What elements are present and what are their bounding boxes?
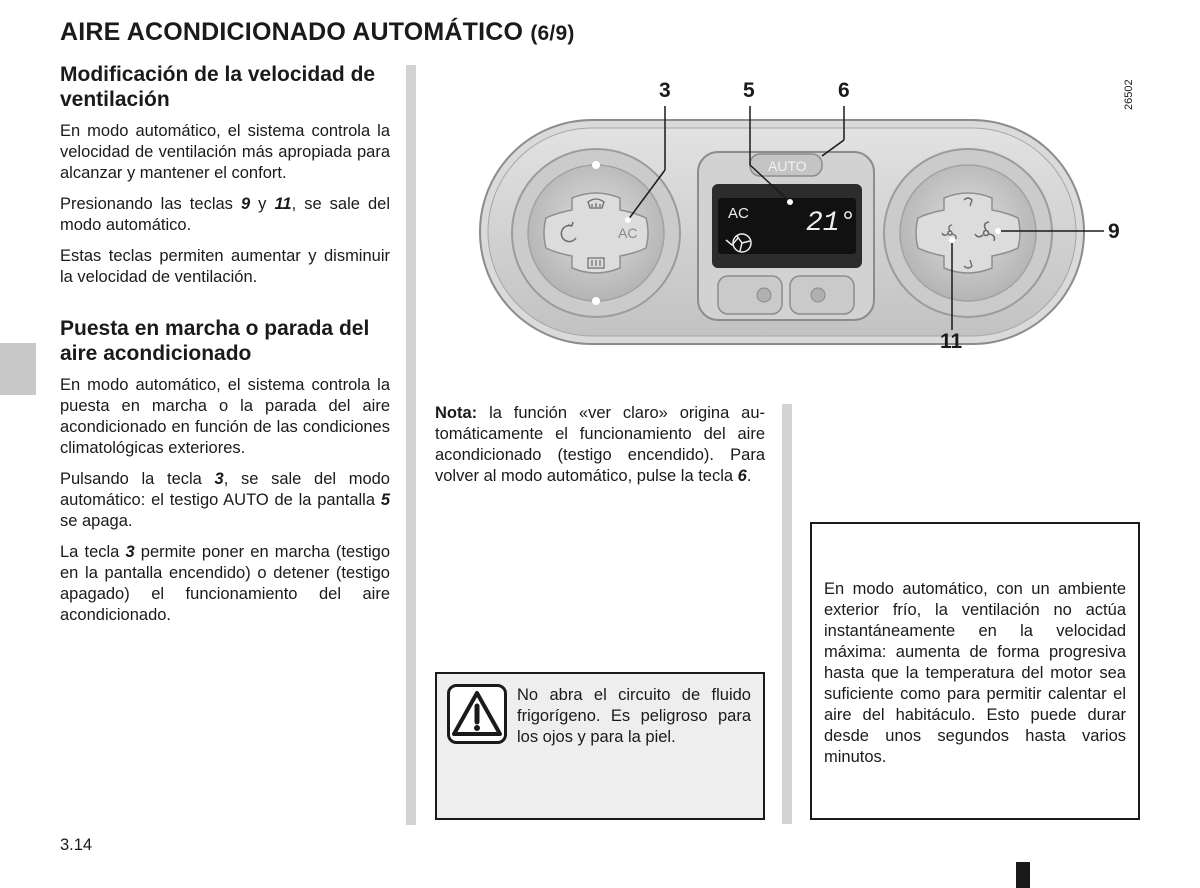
info-box [810, 522, 1140, 820]
note-paragraph: Nota: la función «ver claro» origina automáticamente el funcionamiento del aire acondicionado (testigo encendido). Para volver al modo automático, pulse la tecla 6. [435, 404, 765, 485]
key-ref-6: 6 [737, 467, 747, 485]
key-ref-3-b: 3 [125, 543, 135, 561]
ac-button-label: AC [618, 225, 638, 241]
callout-label-9: 9 [1108, 220, 1120, 243]
ac-paragraph-1: En modo automático, el sistema controla la puesta en marcha o la parada del aire acondicionado en función de las condiciones climatológicas exteriores. [60, 376, 390, 457]
climate-panel-illustration [478, 70, 1138, 370]
column-rule-left [406, 65, 416, 825]
warning-text: No abra el circuito de fluido frigorígeno. Es peligroso para los ojos y para la piel. [517, 686, 751, 746]
key-ref-5: 5 [380, 491, 390, 509]
callout-label-5: 5 [743, 79, 755, 102]
warning-triangle-icon [447, 684, 507, 744]
callout-label-3: 3 [659, 79, 671, 102]
auto-button-label: AUTO [768, 158, 807, 174]
fan-speed-paragraph-1: En modo automático, el sistema controla la velocidad de ventilación más apropiada para alcanzar y mantener el confort. [60, 122, 390, 182]
left-column [60, 62, 390, 636]
page-part-indicator: (6/9) [530, 22, 575, 45]
section-heading-ac-on-off: Puesta en marcha o parada del aire acondicionado [60, 317, 370, 365]
column-rule-middle [782, 404, 792, 824]
info-text: En modo automático, con un ambiente exterior frío, la ventilación no actúa instantáneamente en la velocidad máxima: aumenta de forma progresiva hasta que la temperatura del motor sea suficiente como para permitir calentar el aire del habitáculo. Esto puede durar desde unos segundos hasta varios minutos. [824, 580, 1126, 766]
callout-label-11: 11 [940, 330, 963, 353]
fan-speed-paragraph-2: Presionando las teclas 9 y 11, se sale del modo automático. [60, 195, 391, 234]
page-title [60, 18, 575, 47]
figure-reference-code: 26502 [1123, 79, 1135, 110]
ac-paragraph-2: Pulsando la tecla 3, se sale del modo automático: el testigo AUTO de la pantalla 5 se apaga. [60, 470, 390, 530]
display-temperature: 21° [806, 208, 857, 239]
display-ac-indicator: AC [728, 205, 749, 222]
key-ref-11: 11 [274, 195, 292, 213]
page-edge-mark [1016, 862, 1030, 888]
warning-box [435, 672, 765, 820]
key-ref-9: 9 [240, 195, 251, 213]
left-rotary-knob [512, 149, 680, 317]
chapter-side-tab [0, 343, 36, 395]
key-ref-3: 3 [214, 470, 224, 488]
note-label: Nota: [435, 404, 478, 422]
section-heading-fan-speed: Modificación de la velocidad de ventilación [60, 63, 376, 111]
right-rotary-knob [884, 149, 1052, 317]
page-number: 3.14 [60, 836, 93, 854]
fan-speed-paragraph-3: Estas teclas permiten aumentar y disminuir la velocidad de ventilación. [60, 247, 390, 286]
callout-label-6: 6 [838, 79, 850, 102]
ac-paragraph-3: La tecla 3 permite poner en marcha (testigo en la pantalla encendido) o detener (testigo apagado) el funcionamiento del aire acondicionado. [60, 543, 391, 624]
page-title-text: AIRE ACONDICIONADO AUTOMÁTICO [60, 18, 524, 46]
